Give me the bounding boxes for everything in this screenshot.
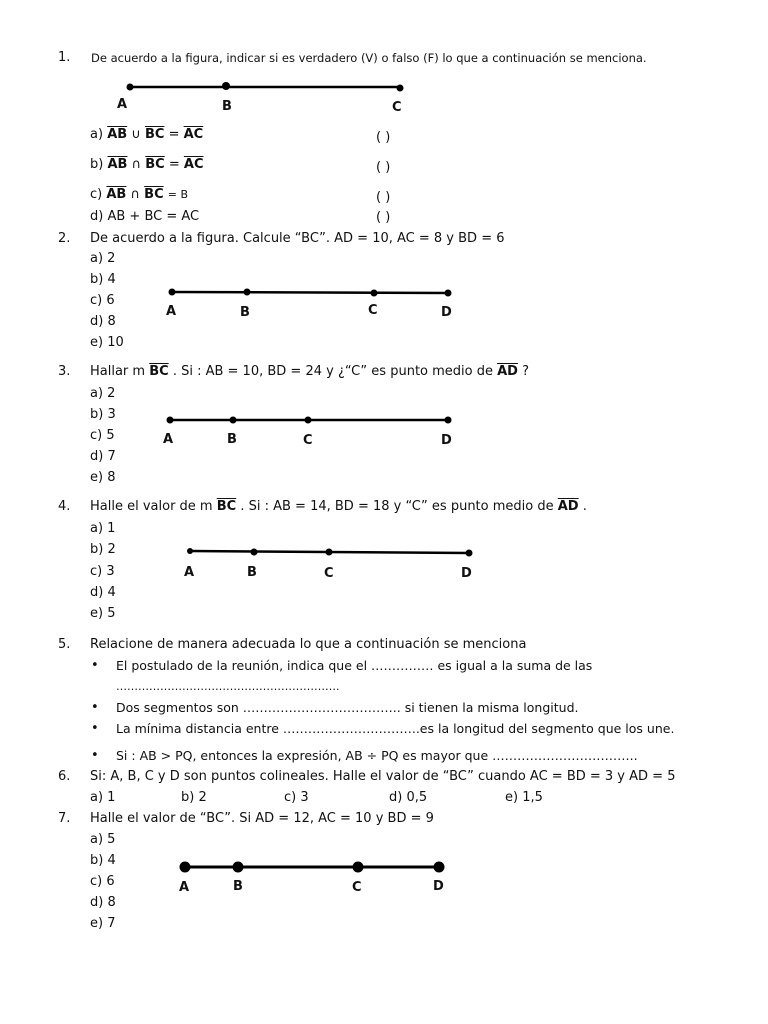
point-b bbox=[244, 289, 251, 296]
option-d: d) 8 bbox=[90, 314, 116, 329]
figure-q2 bbox=[169, 289, 452, 297]
equals: = bbox=[168, 157, 180, 172]
option-d bbox=[90, 209, 199, 225]
bullet-text: Dos segmentos son ……………………………….. si tienen la misma longitud. bbox=[116, 700, 579, 715]
point-c bbox=[397, 85, 404, 92]
segment: $\overline{AD}$ bbox=[557, 499, 579, 514]
option-e: e) 7 bbox=[90, 916, 116, 931]
option-prefix: c) bbox=[90, 187, 103, 202]
segment: $\overline{BC}$ bbox=[145, 157, 165, 172]
point-label-d: D bbox=[461, 566, 472, 581]
option-c: c) 3 bbox=[284, 790, 309, 805]
point-label-a: A bbox=[166, 304, 177, 319]
point-label-a: A bbox=[179, 880, 190, 895]
segment: $\overline{AC}$ bbox=[183, 127, 204, 142]
option-a: a) 5 bbox=[90, 832, 116, 847]
operator: ∪ bbox=[131, 127, 141, 142]
answer-blank[interactable]: ( ) bbox=[376, 210, 391, 225]
operator: ∩ bbox=[130, 187, 141, 202]
point-label-b: B bbox=[222, 99, 232, 114]
question-number: 4. bbox=[58, 499, 71, 514]
segment: $\overline{BC}$ bbox=[216, 499, 237, 514]
segment: $\overline{AC}$ bbox=[183, 157, 204, 172]
point-d bbox=[434, 862, 445, 873]
option-b: b) 3 bbox=[90, 407, 116, 422]
point-label-b: B bbox=[227, 432, 237, 447]
question-text: Halle el valor de “BC”. Si AD = 12, AC = 10 y BD = 9 bbox=[90, 811, 434, 826]
point-d bbox=[445, 290, 452, 297]
point-a bbox=[127, 84, 134, 91]
option-text: AB + BC = AC bbox=[107, 209, 200, 224]
option-prefix: d) bbox=[90, 209, 104, 224]
option-e: e) 10 bbox=[90, 335, 124, 350]
question-text: Halle el valor de m $\overline{BC}$ . Si : AB = 14, BD = 18 y “C” es punto medio de $\overline{AD}$ . bbox=[90, 499, 587, 514]
point-label-c: C bbox=[368, 303, 378, 318]
option-a: a) 2 bbox=[90, 386, 116, 401]
point-label-d: D bbox=[441, 305, 452, 320]
figure-q1 bbox=[127, 82, 404, 92]
segment: $\overline{AB}$ bbox=[107, 127, 128, 142]
option-a: a) 1 bbox=[90, 790, 116, 805]
point-label-c: C bbox=[303, 433, 313, 448]
option-c: c) 6 bbox=[90, 293, 115, 308]
bullet-icon: • bbox=[91, 721, 99, 736]
point-label-d: D bbox=[441, 433, 452, 448]
point-a bbox=[167, 417, 174, 424]
point-a bbox=[180, 862, 191, 873]
point-d bbox=[466, 550, 473, 557]
answer-blank[interactable]: ( ) bbox=[376, 190, 391, 205]
question-number: 7. bbox=[58, 811, 71, 826]
segment: $\overline{BC}$ bbox=[144, 187, 164, 202]
point-c bbox=[305, 417, 312, 424]
answer-blank[interactable]: ( ) bbox=[376, 160, 391, 175]
point-label-d: D bbox=[433, 879, 444, 894]
bullet-text-continued: ……………………………………………………. bbox=[116, 680, 340, 693]
option-a bbox=[90, 127, 203, 143]
option-b: b) 4 bbox=[90, 853, 116, 868]
option-c: c) 6 bbox=[90, 874, 115, 889]
option-d: d) 7 bbox=[90, 449, 116, 464]
question-text: De acuerdo a la figura. Calcule “BC”. AD = 10, AC = 8 y BD = 6 bbox=[90, 231, 505, 246]
point-d bbox=[445, 417, 452, 424]
equals: = bbox=[168, 127, 180, 142]
bullet-text: La mínima distancia entre ………………….………..es la longitud del segmento que los une. bbox=[116, 721, 675, 736]
bullet-icon: • bbox=[91, 748, 99, 763]
point-c bbox=[326, 549, 333, 556]
point-b bbox=[230, 417, 237, 424]
option-c bbox=[90, 187, 188, 203]
question-number: 3. bbox=[58, 364, 71, 379]
option-prefix: b) bbox=[90, 157, 104, 172]
question-text: Hallar m $\overline{BC}$ . Si : AB = 10, BD = 24 y ¿“C” es punto medio de $\overline{AD}$ ? bbox=[90, 364, 530, 379]
equals: = B bbox=[167, 188, 189, 201]
point-label-a: A bbox=[184, 565, 195, 580]
figure-q3 bbox=[167, 417, 452, 424]
question-number: 1. bbox=[58, 50, 71, 65]
option-a: a) 2 bbox=[90, 251, 116, 266]
point-b bbox=[251, 549, 258, 556]
option-a: a) 1 bbox=[90, 521, 116, 536]
option-b: b) 2 bbox=[90, 542, 116, 557]
question-number: 6. bbox=[58, 769, 71, 784]
bullet-icon: • bbox=[91, 700, 99, 715]
segment: $\overline{AB}$ bbox=[106, 187, 127, 202]
bullet-icon: • bbox=[91, 658, 99, 673]
option-e: e) 8 bbox=[90, 470, 116, 485]
bullet-text: Si : AB > PQ, entonces la expresión, AB ÷ PQ es mayor que …………………………….. bbox=[116, 748, 638, 763]
point-a bbox=[187, 548, 193, 554]
segment: $\overline{AB}$ bbox=[107, 157, 128, 172]
point-label-c: C bbox=[352, 880, 362, 895]
point-b bbox=[222, 82, 230, 90]
segment: $\overline{BC}$ bbox=[144, 127, 165, 142]
question-text: Relacione de manera adecuada lo que a continuación se menciona bbox=[90, 637, 527, 652]
answer-blank[interactable]: ( ) bbox=[376, 130, 391, 145]
point-label-c: C bbox=[392, 100, 402, 115]
option-b: b) 2 bbox=[181, 790, 207, 805]
point-label-b: B bbox=[247, 565, 257, 580]
operator: ∩ bbox=[131, 157, 142, 172]
point-label-b: B bbox=[233, 879, 243, 894]
figure-q4 bbox=[187, 548, 473, 557]
point-b bbox=[233, 862, 244, 873]
option-c: c) 3 bbox=[90, 564, 115, 579]
option-d: d) 8 bbox=[90, 895, 116, 910]
option-d: d) 4 bbox=[90, 585, 116, 600]
segment: $\overline{AD}$ bbox=[497, 364, 518, 379]
point-label-a: A bbox=[117, 97, 128, 112]
point-c bbox=[371, 290, 378, 297]
segment: $\overline{BC}$ bbox=[149, 364, 169, 379]
option-prefix: a) bbox=[90, 127, 104, 142]
figure-q7 bbox=[180, 862, 445, 873]
point-c bbox=[353, 862, 364, 873]
point-label-a: A bbox=[163, 432, 174, 447]
option-d: d) 0,5 bbox=[389, 790, 428, 805]
option-e: e) 1,5 bbox=[505, 790, 543, 805]
option-b: b) 4 bbox=[90, 272, 116, 287]
point-label-c: C bbox=[324, 566, 334, 581]
bullet-text: El postulado de la reunión, indica que el …………… es igual a la suma de las bbox=[116, 658, 593, 673]
question-text: Si: A, B, C y D son puntos colineales. Halle el valor de “BC” cuando AC = BD = 3 y AD = 5 bbox=[90, 769, 676, 784]
question-text: De acuerdo a la figura, indicar si es verdadero (V) o falso (F) lo que a continuación se menciona. bbox=[91, 51, 647, 65]
option-c: c) 5 bbox=[90, 428, 115, 443]
point-label-b: B bbox=[240, 305, 250, 320]
option-b bbox=[90, 157, 204, 173]
option-e: e) 5 bbox=[90, 606, 116, 621]
question-number: 5. bbox=[58, 637, 71, 652]
point-a bbox=[169, 289, 176, 296]
question-number: 2. bbox=[58, 231, 71, 246]
